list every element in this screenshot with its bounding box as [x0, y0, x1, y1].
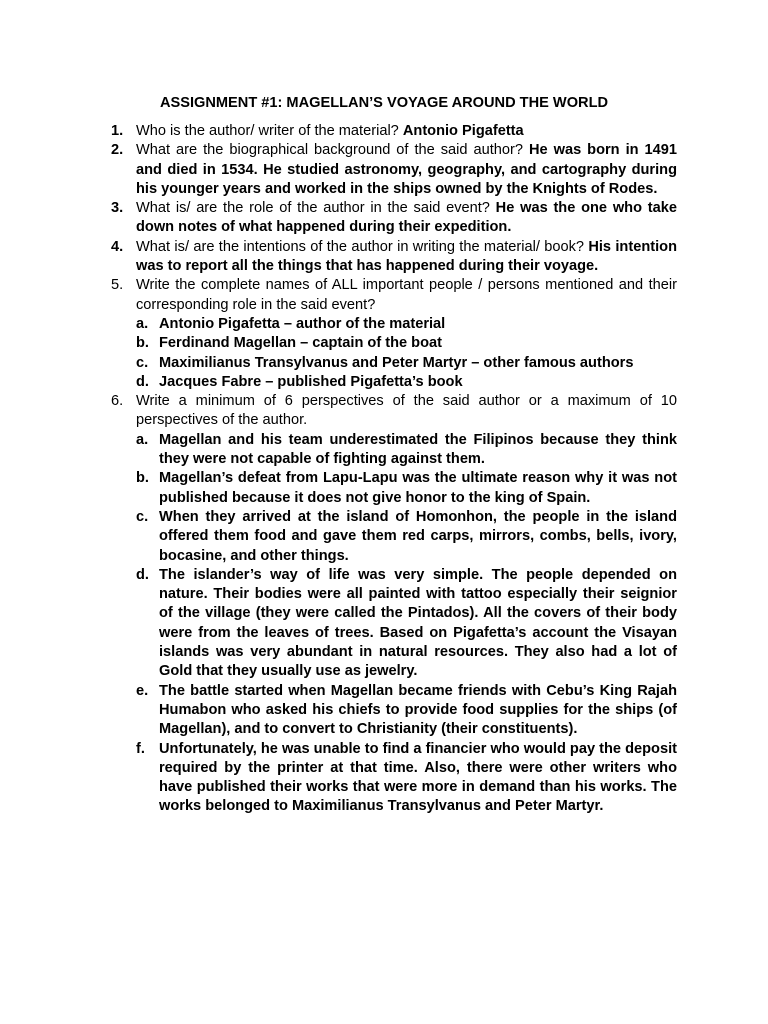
answer-text: He was born in 1491 and died in 1534. He studied astronomy, geography, and cartography during his younger years and worked in the ships owned by the Knights of Rodes. [136, 142, 677, 197]
question-text: Write the complete names of ALL important people / persons mentioned and their corresponding role in the said event? [136, 277, 677, 313]
people-list [136, 315, 677, 392]
list-item [136, 373, 677, 392]
question-number: 2. [111, 142, 124, 159]
item-letter: e. [136, 682, 149, 699]
answer-text: He was the one who take down notes of what happened during their expedition. [136, 200, 677, 236]
question-item [111, 276, 677, 392]
question-item [111, 238, 677, 277]
item-letter: a. [136, 315, 149, 332]
question-number: 5. [111, 277, 124, 294]
item-letter: c. [136, 508, 149, 525]
item-text: The battle started when Magellan became friends with Cebu’s King Rajah Humabon who asked his chiefs to provide food supplies for the ships (of Magellan), and to convert to Christianity (their constituents). [159, 682, 677, 738]
item-letter: d. [136, 566, 149, 583]
question-item [111, 122, 677, 141]
list-item [136, 334, 677, 353]
list-item [136, 431, 677, 470]
question-number: 6. [111, 393, 124, 410]
list-item [136, 508, 677, 566]
item-text: Magellan and his team underestimated the Filipinos because they think they were not capable of fighting against them. [159, 431, 677, 468]
list-item [136, 315, 677, 334]
perspectives-list [136, 431, 677, 817]
question-text: What is/ are the role of the author in the said event? [136, 200, 496, 217]
item-text: The islander’s way of life was very simple. The people depended on nature. Their bodies were all painted with tattoo especially their seignior of the village (they were called the Pintados). All the covers of their body were from the leaves of trees. Based on Pigafetta’s account the Visayan islands was very abundant in natural resources. They also had a lot of Gold that they usually use as jewelry. [159, 566, 677, 680]
list-item [136, 469, 677, 508]
question-number: 3. [111, 200, 124, 217]
document-title: ASSIGNMENT #1: MAGELLAN’S VOYAGE AROUND THE WORLD [159, 95, 609, 111]
question-text: Write a minimum of 6 perspectives of the said author or a maximum of 10 perspectives of the author. [136, 393, 677, 429]
list-item [136, 566, 677, 682]
item-text: When they arrived at the island of Homonhon, the people in the island offered them food and gave them red carps, mirrors, combs, bells, ivory, bocasine, and other things. [159, 508, 677, 564]
item-letter: a. [136, 431, 149, 448]
question-number: 1. [111, 123, 124, 139]
question-text: What are the biographical background of the said author? [136, 142, 529, 159]
item-text: Unfortunately, he was unable to find a financier who would pay the deposit required by the printer at that time. Also, there were other writers who have published their works that were more in demand than his works. The works belonged to Maximilianus Transylvanus and Peter Martyr. [159, 740, 677, 815]
question-item [111, 392, 677, 817]
item-letter: d. [136, 373, 149, 390]
item-text: Magellan’s defeat from Lapu-Lapu was the ultimate reason why it was not published because it does not give honor to the king of Spain. [159, 470, 677, 506]
question-list [111, 122, 677, 817]
question-text: What is/ are the intentions of the author in writing the material/ book? [136, 238, 589, 255]
list-item [136, 354, 677, 373]
item-text: Antonio Pigafetta – author of the material [159, 315, 446, 332]
answer-text: His intention was to report all the things that has happened during their voyage. [136, 238, 677, 275]
item-text: Jacques Fabre – published Pigafetta’s book [159, 373, 463, 390]
question-item [111, 199, 677, 238]
list-item [136, 740, 677, 817]
question-item [111, 141, 677, 199]
list-item [136, 682, 677, 740]
item-letter: b. [136, 470, 149, 487]
item-letter: c. [136, 354, 149, 371]
question-number: 4. [111, 238, 124, 255]
item-text: Maximilianus Transylvanus and Peter Martyr – other famous authors [159, 354, 634, 371]
answer-text: Antonio Pigafetta [402, 123, 524, 139]
item-letter: f. [136, 740, 145, 757]
item-letter: b. [136, 335, 149, 352]
question-text: Who is the author/ writer of the material? [136, 123, 403, 139]
item-text: Ferdinand Magellan – captain of the boat [159, 335, 442, 352]
